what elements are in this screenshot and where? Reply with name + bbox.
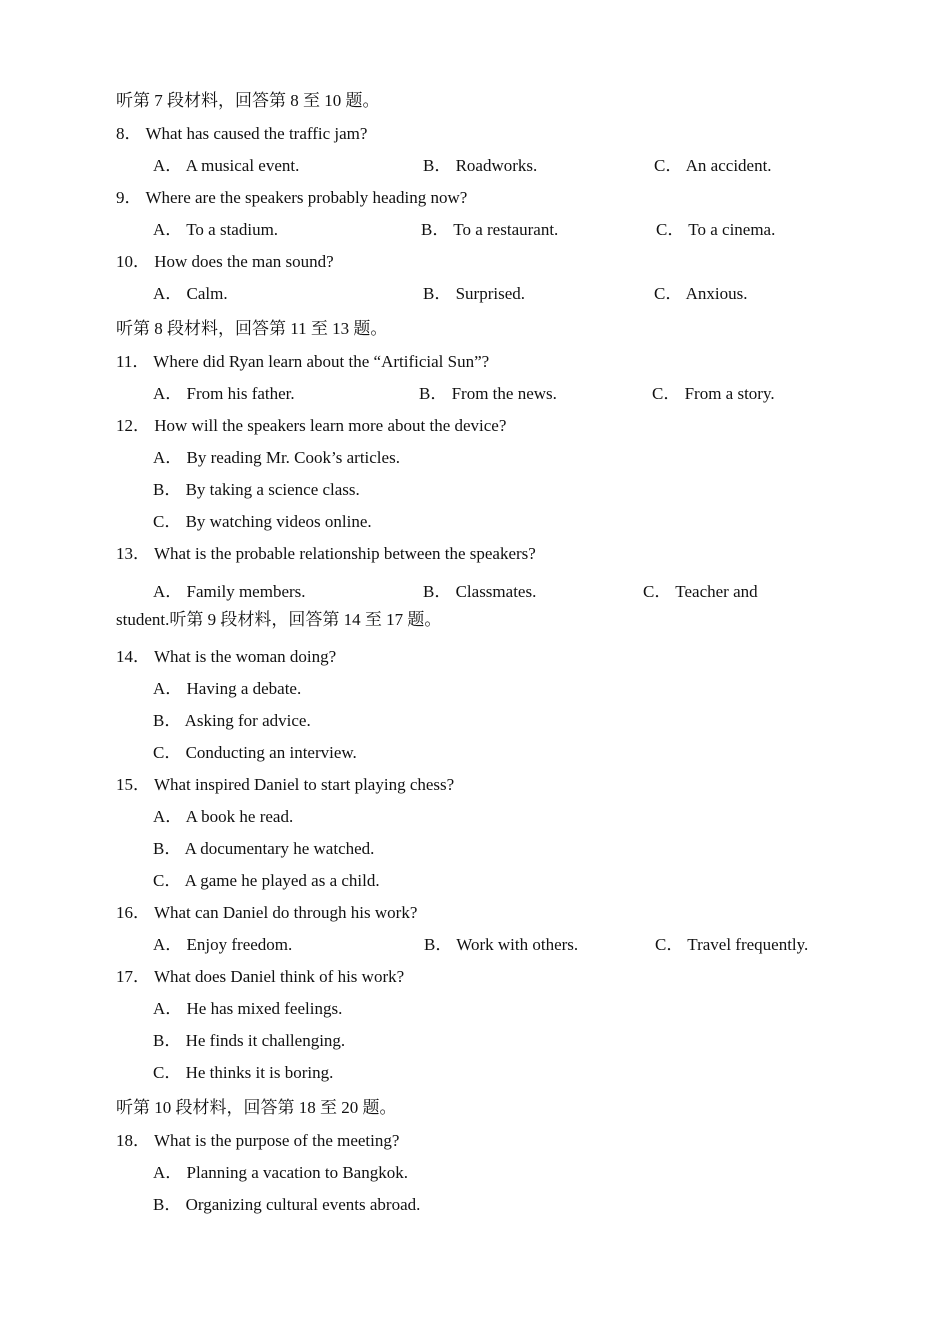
question-16-option-c: C． Travel frequently.: [655, 935, 809, 954]
question-16-option-b: B． Work with others.: [424, 935, 579, 954]
question-8-stem: 8． What has caused the traffic jam?: [116, 124, 368, 143]
question-15-option-b: B． A documentary he watched.: [153, 839, 375, 858]
question-18-option-a: A． Planning a vacation to Bangkok.: [153, 1163, 408, 1182]
section-heading-10: 听第 10 段材料，回答第 18 至 20 题。: [116, 1098, 397, 1117]
question-11-option-a: A． From his father.: [153, 384, 295, 403]
question-13-option-b: B． Classmates.: [423, 582, 537, 601]
question-8-option-a: A． A musical event.: [153, 156, 300, 175]
question-10-option-a: A． Calm.: [153, 284, 228, 303]
question-8-option-b: B． Roadworks.: [423, 156, 538, 175]
question-10-stem: 10． How does the man sound?: [116, 252, 334, 271]
question-14-option-c: C． Conducting an interview.: [153, 743, 357, 762]
question-13-option-c-continued: [116, 610, 441, 630]
question-10-option-b: B． Surprised.: [423, 284, 525, 303]
question-17-option-a: A． He has mixed feelings.: [153, 999, 343, 1018]
question-11-stem: 11． Where did Ryan learn about the “Artificial Sun”?: [116, 352, 490, 371]
question-12-stem: 12． How will the speakers learn more about the device?: [116, 416, 507, 435]
question-15-option-c: C． A game he played as a child.: [153, 871, 380, 890]
question-11-option-c: C． From a story.: [652, 384, 775, 403]
question-18-stem: 18． What is the purpose of the meeting?: [116, 1131, 400, 1150]
question-14-option-b: B． Asking for advice.: [153, 711, 311, 730]
question-15-stem: 15． What inspired Daniel to start playing chess?: [116, 775, 455, 794]
section-heading-7: 听第 7 段材料，回答第 8 至 10 题。: [116, 91, 380, 110]
question-17-option-c: C． He thinks it is boring.: [153, 1063, 334, 1082]
question-10-option-c: C． Anxious.: [654, 284, 748, 303]
section-heading-8: 听第 8 段材料，回答第 11 至 13 题。: [116, 319, 388, 338]
question-12-option-b: B． By taking a science class.: [153, 480, 360, 499]
question-13-option-a: A． Family members.: [153, 582, 306, 601]
question-14-option-a: A． Having a debate.: [153, 679, 302, 698]
question-18-option-b: B． Organizing cultural events abroad.: [153, 1195, 421, 1214]
question-9-option-a: A． To a stadium.: [153, 220, 279, 239]
question-11-option-b: B． From the news.: [419, 384, 557, 403]
section-heading-9: 听第 9 段材料，回答第 14 至 17 题。: [169, 610, 442, 629]
question-12-option-a: A． By reading Mr. Cook’s articles.: [153, 448, 400, 467]
question-9-stem: 9． Where are the speakers probably heading now?: [116, 188, 468, 207]
question-9-option-b: B． To a restaurant.: [421, 220, 559, 239]
question-13-option-c: C． Teacher and: [643, 582, 758, 601]
question-17-stem: 17． What does Daniel think of his work?: [116, 967, 405, 986]
question-9-option-c: C． To a cinema.: [656, 220, 776, 239]
question-13-option-c-tail: student.: [116, 610, 170, 629]
question-13-stem: 13． What is the probable relationship between the speakers?: [116, 544, 536, 563]
question-14-stem: 14． What is the woman doing?: [116, 647, 337, 666]
question-16-option-a: A． Enjoy freedom.: [153, 935, 293, 954]
question-16-stem: 16． What can Daniel do through his work?: [116, 903, 418, 922]
question-8-option-c: C． An accident.: [654, 156, 772, 175]
question-15-option-a: A． A book he read.: [153, 807, 294, 826]
question-17-option-b: B． He finds it challenging.: [153, 1031, 346, 1050]
question-12-option-c: C． By watching videos online.: [153, 512, 372, 531]
